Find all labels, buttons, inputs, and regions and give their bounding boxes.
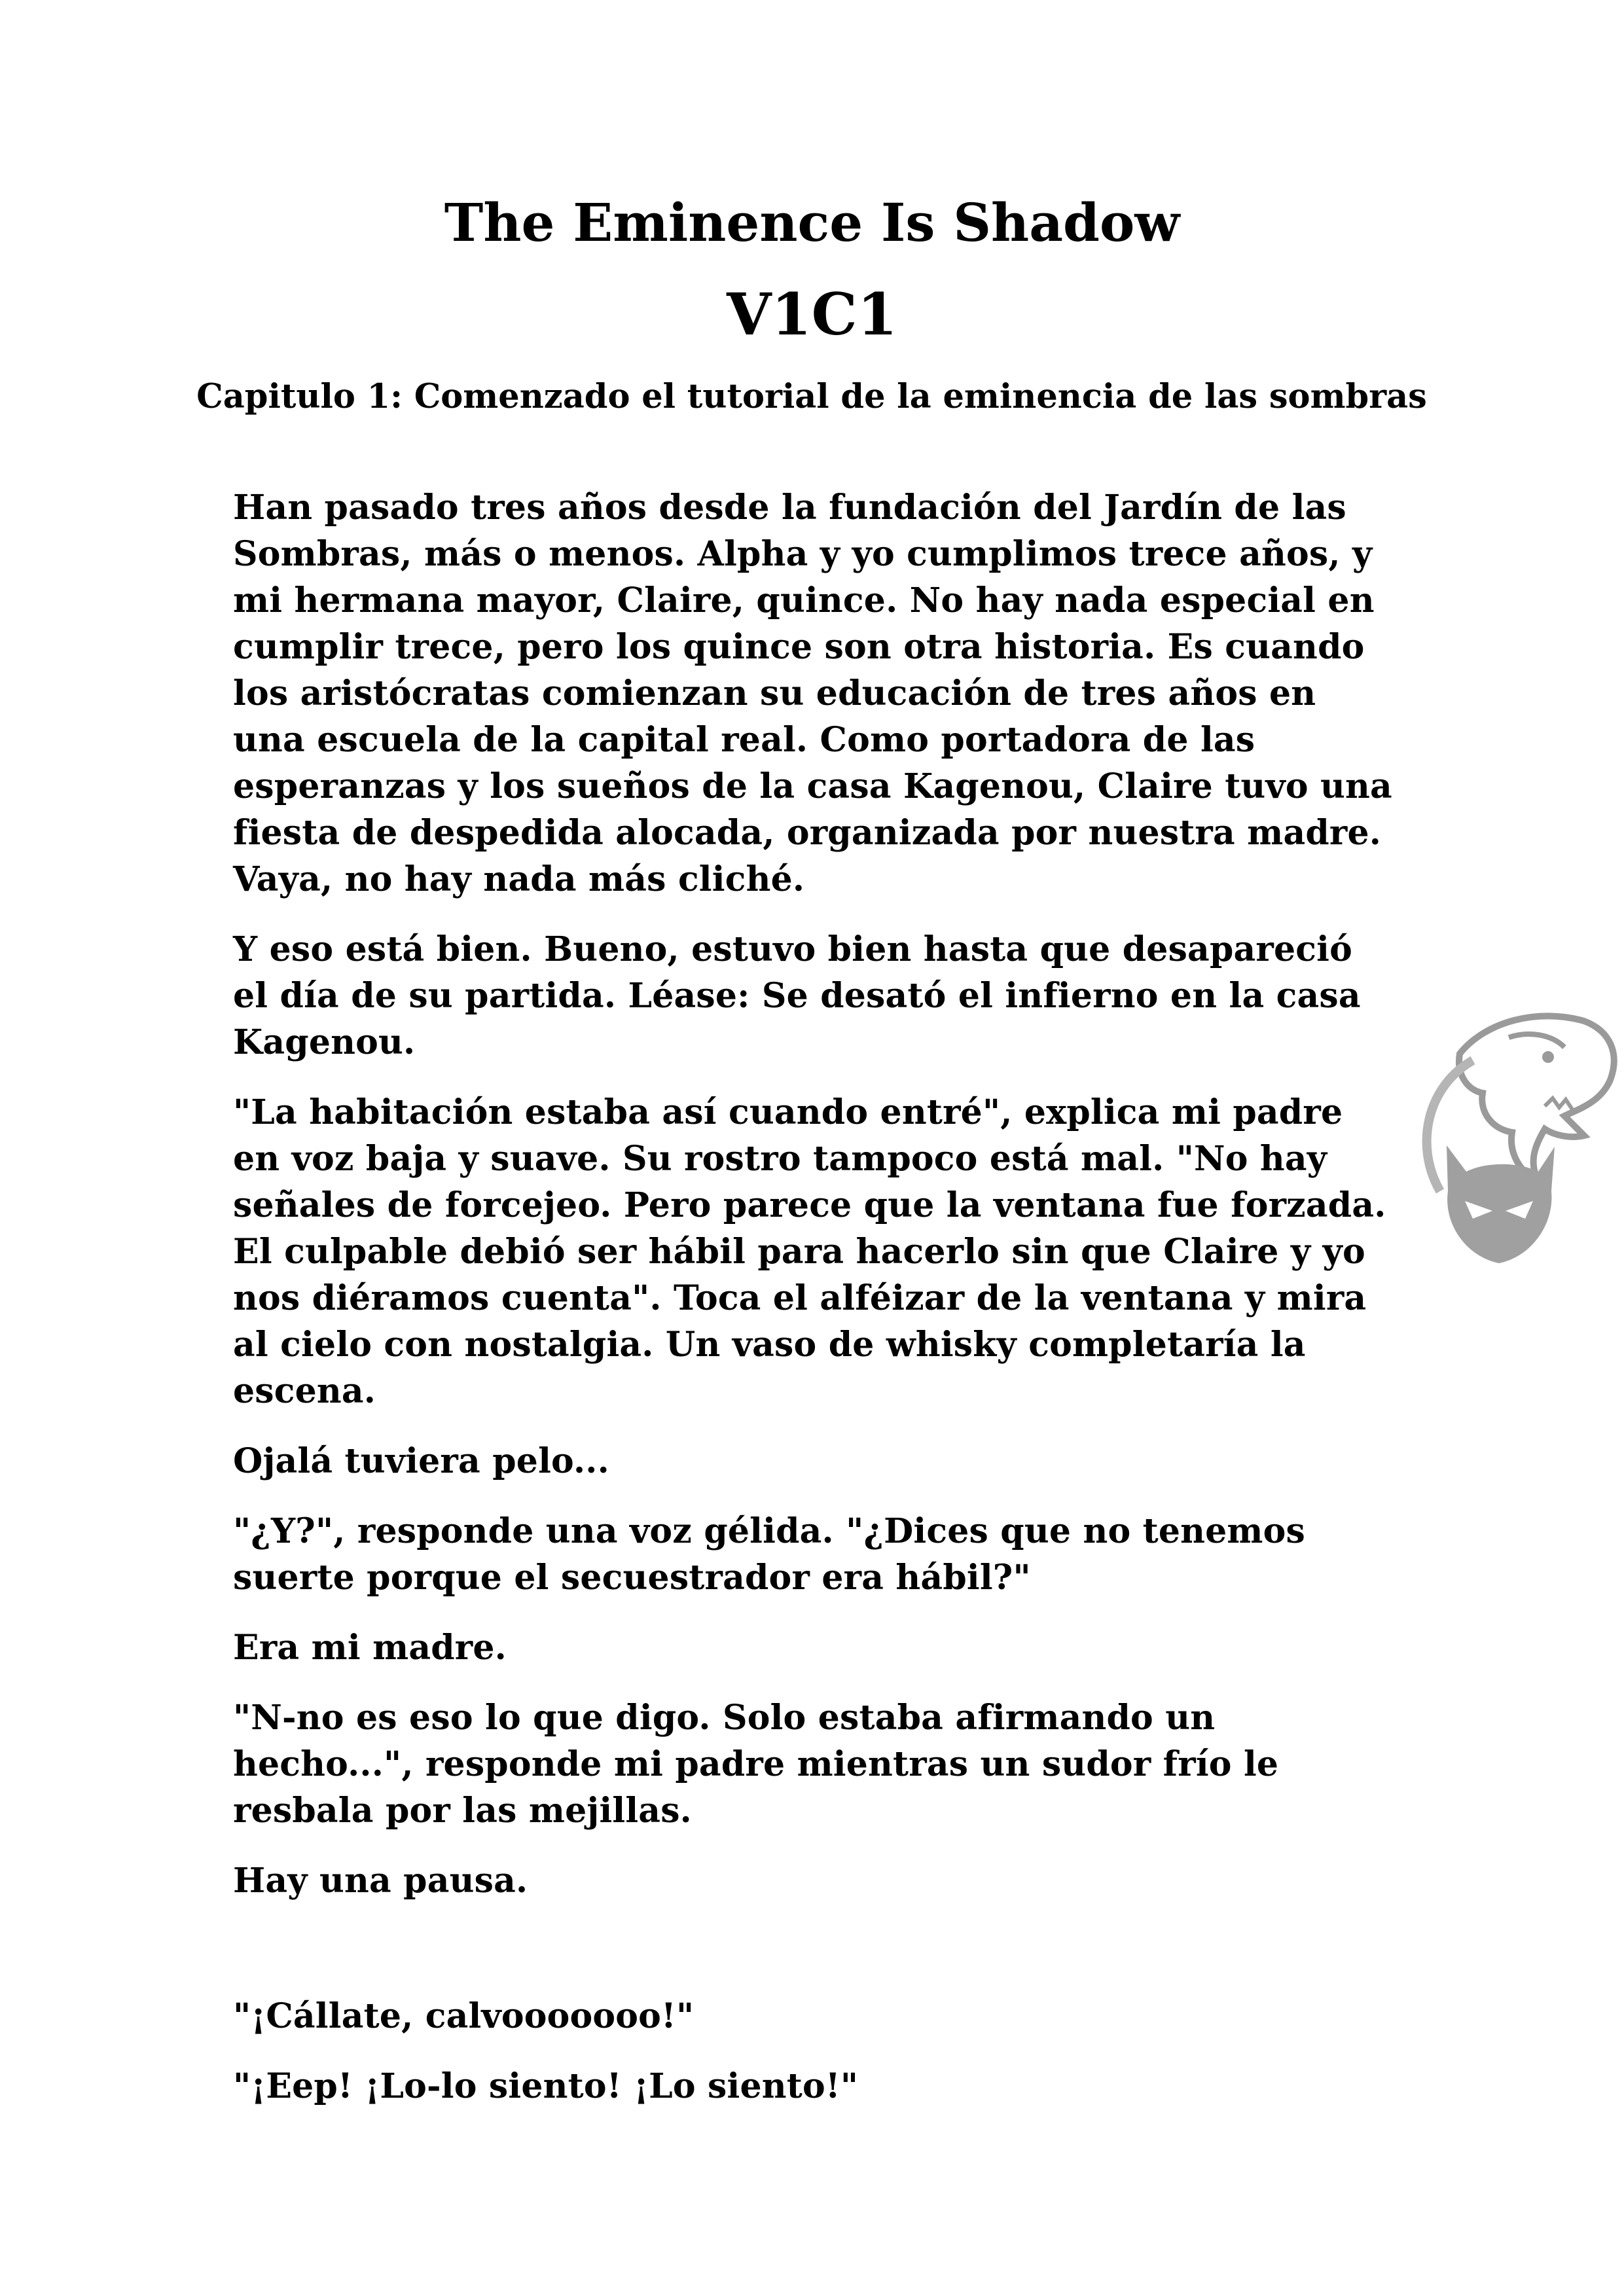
paragraph: Ojalá tuviera pelo...	[233, 1441, 609, 1481]
paragraph: Hay una pausa.	[233, 1861, 528, 1901]
paragraph: Y eso está bien. Bueno, estuvo bien hasta que desapareció el día de su partida. Léase: Se desató el infierno en la casa Kagenou.	[233, 929, 1361, 1062]
paragraph: "N-no es eso lo que digo. Solo estaba afirmando un hecho...", responde mi padre mientras un sudor frío le resbala por las mejillas.	[233, 1698, 1279, 1831]
document-title: The Eminence Is Shadow	[444, 192, 1180, 253]
paragraph: "¡Cállate, calvooooooo!"	[233, 1996, 695, 2036]
paragraph: Era mi madre.	[233, 1628, 507, 1668]
paragraph: Han pasado tres años desde la fundación del Jardín de las Sombras, más o menos. Alpha y yo cumplimos trece años, y mi hermana mayor, Claire, quince. No hay nada especial en cumplir trece, pero los quince son otra historia. Es cuando los aristócratas comienzan su educación de tres años en una escuela de la capital real. Como portadora de las esperanzas y los sueños de la casa Kagenou, Claire tuvo una fiesta de despedida alocada, organizada por nuestra madre. Vaya, no hay nada más cliché.	[233, 488, 1392, 899]
paragraph: "¿Y?", responde una voz gélida. "¿Dices que no tenemos suerte porque el secuestrador era hábil?"	[233, 1511, 1306, 1598]
document-body	[233, 484, 1398, 2133]
paragraph-spacer	[233, 1928, 1398, 1993]
paragraph: "¡Eep! ¡Lo-lo siento! ¡Lo siento!"	[233, 2066, 859, 2106]
chapter-subtitle: Capitulo 1: Comenzado el tutorial de la eminencia de las sombras	[196, 377, 1427, 416]
volume-chapter-heading: V1C1	[727, 280, 897, 348]
paragraph: "La habitación estaba así cuando entré", explica mi padre en voz baja y suave. Su rostro tampoco está mal. "No hay señales de forcejeo. Pero parece que la ventana fue forzada. El culpable debió ser hábil para hacerlo sin que Claire y yo nos diéramos cuenta". Toca el alféizar de la ventana y mira al cielo con nostalgia. Un vaso de whisky completaría la escena.	[233, 1092, 1386, 1411]
dinosaur-logo-icon	[1388, 975, 1623, 1276]
